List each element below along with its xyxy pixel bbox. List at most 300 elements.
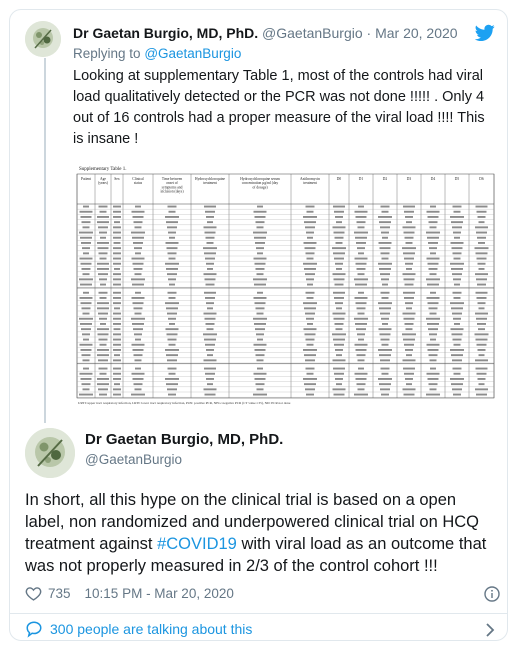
table-cell-mark — [428, 263, 439, 265]
table-cell-mark — [303, 349, 317, 351]
table-cell-mark — [475, 333, 489, 335]
table-cell-mark — [204, 359, 217, 361]
table-cell-mark — [406, 268, 412, 270]
table-cell-mark — [206, 216, 214, 218]
table-cell-mark — [207, 328, 214, 330]
table-cell-mark — [354, 278, 368, 280]
table-cell-mark — [97, 263, 109, 265]
table-header-cell: Azithromycin — [300, 177, 320, 181]
table-cell-mark — [454, 211, 461, 213]
table-cell-mark — [358, 273, 365, 275]
table-cell-mark — [204, 313, 217, 315]
table-cell-mark — [475, 313, 488, 315]
table-cell-mark — [451, 268, 463, 270]
table-cell-mark — [358, 252, 364, 254]
table-cell-mark — [430, 388, 437, 390]
table-cell-mark — [479, 383, 485, 385]
table-cell-mark — [114, 221, 120, 223]
tweet-timestamp[interactable]: 10:15 PM - Mar 20, 2020 — [84, 585, 234, 601]
table-cell-mark — [206, 323, 215, 325]
table-cell-mark — [167, 273, 177, 275]
table-cell-mark — [113, 232, 121, 234]
table-header-cell: Time between — [161, 177, 183, 181]
table-cell-mark — [477, 373, 487, 375]
table-cell-mark — [334, 394, 345, 396]
table-cell-mark — [358, 359, 365, 361]
table-cell-mark — [382, 297, 389, 299]
table-cell-mark — [204, 273, 217, 275]
table-cell-mark — [402, 333, 416, 335]
table-cell-mark — [381, 252, 390, 254]
table-cell-mark — [405, 284, 414, 286]
table-cell-mark — [135, 359, 142, 361]
table-cell-mark — [478, 216, 486, 218]
table-cell-mark — [135, 252, 141, 254]
table-cell-mark — [478, 242, 485, 244]
table-cell-mark — [355, 284, 367, 286]
table-cell-mark — [131, 394, 145, 396]
table-header-cell: onset of — [166, 181, 178, 186]
table-cell-mark — [97, 216, 109, 218]
table-cell-mark — [254, 297, 267, 299]
table-cell-mark — [113, 273, 121, 275]
table-cell-mark — [132, 211, 145, 213]
table-cell-mark — [113, 323, 121, 325]
table-cell-mark — [257, 313, 264, 315]
table-cell-mark — [334, 258, 344, 260]
table-cell-mark — [100, 258, 107, 260]
heart-icon[interactable] — [25, 585, 42, 602]
table-cell-mark — [475, 273, 488, 275]
table-cell-mark — [99, 278, 107, 280]
table-cell-mark — [204, 226, 217, 228]
table-cell-mark — [83, 339, 89, 341]
table-cell-mark — [453, 394, 461, 396]
table-cell-mark — [168, 232, 176, 234]
table-cell-mark — [332, 333, 346, 335]
table-cell-mark — [99, 394, 107, 396]
table-cell-mark — [333, 368, 345, 370]
table-cell-mark — [403, 252, 415, 254]
table-cell-mark — [169, 284, 175, 286]
table-cell-mark — [404, 258, 414, 260]
table-cell-mark — [169, 323, 175, 325]
table-cell-mark — [203, 333, 217, 335]
table-cell-mark — [206, 237, 215, 239]
table-cell-mark — [334, 344, 344, 346]
table-cell-mark — [168, 394, 176, 396]
table-cell-mark — [132, 284, 144, 286]
table-cell-mark — [336, 383, 342, 385]
table-cell-mark — [113, 368, 121, 370]
chevron-right-icon[interactable] — [485, 623, 495, 637]
table-cell-mark — [475, 388, 488, 390]
table-cell-mark — [204, 252, 216, 254]
table-cell-mark — [135, 339, 141, 341]
table-cell-mark — [81, 242, 91, 244]
table-cell-mark — [380, 247, 391, 249]
table-cell-mark — [166, 354, 178, 356]
table-cell-mark — [113, 394, 121, 396]
table-cell-mark — [81, 328, 91, 330]
table-cell-mark — [403, 206, 415, 208]
table-cell-mark — [205, 344, 215, 346]
table-cell-mark — [134, 268, 143, 270]
tweet-image-table[interactable] — [73, 160, 498, 408]
table-cell-mark — [79, 318, 93, 320]
table-cell-mark — [382, 258, 389, 260]
table-cell-mark — [257, 292, 263, 294]
replying-to — [73, 46, 241, 61]
table-cell-mark — [336, 354, 342, 356]
twitter-bird-icon[interactable] — [475, 24, 495, 42]
table-cell-mark — [80, 373, 93, 375]
table-cell-mark — [306, 318, 314, 320]
table-cell-mark — [452, 273, 462, 275]
table-cell-mark — [168, 368, 177, 370]
table-cell-mark — [131, 278, 145, 280]
table-cell-mark — [428, 302, 439, 304]
table-cell-mark — [451, 242, 464, 244]
table-cell-mark — [206, 349, 214, 351]
tweet-text-part: with viral load as an outcome that was not properly measured in 2/3 of the control cohort !!! — [25, 535, 487, 575]
table-cell-mark — [333, 292, 345, 294]
parent-tweet[interactable] — [10, 10, 507, 422]
table-cell-mark — [166, 242, 179, 244]
table-cell-mark — [79, 394, 93, 396]
table-cell-mark — [97, 268, 109, 270]
table-cell-mark — [430, 313, 437, 315]
table-cell-mark — [426, 318, 440, 320]
table-cell-mark — [132, 373, 145, 375]
table-cell-mark — [306, 339, 315, 341]
table-cell-mark — [450, 216, 464, 218]
table-cell-mark — [357, 307, 366, 309]
table-cell-mark — [81, 302, 92, 304]
table-cell-mark — [113, 284, 121, 286]
table-cell-mark — [167, 388, 177, 390]
table-cell-mark — [133, 378, 144, 380]
table-cell-mark — [451, 383, 463, 385]
table-cell-mark — [165, 378, 179, 380]
table-cell-mark — [254, 344, 267, 346]
table-cell-mark — [305, 388, 315, 390]
table-cell-mark — [135, 368, 141, 370]
table-cell-mark — [381, 292, 390, 294]
table-cell-mark — [355, 211, 368, 213]
table-cell-mark — [478, 328, 485, 330]
table-cell-mark — [402, 247, 416, 249]
table-cell-mark — [355, 373, 368, 375]
table-cell-mark — [166, 328, 179, 330]
table-cell-mark — [336, 221, 342, 223]
table-cell-mark — [134, 247, 142, 249]
table-cell-mark — [253, 278, 267, 280]
table-cell-mark — [304, 354, 316, 356]
table-cell-mark — [98, 226, 108, 228]
table-cell-mark — [131, 318, 145, 320]
table-cell-mark — [168, 278, 176, 280]
table-cell-mark — [207, 307, 213, 309]
replying-mention[interactable]: @GaetanBurgio — [144, 46, 242, 61]
table-cell-mark — [113, 302, 121, 304]
table-cell-mark — [207, 268, 213, 270]
table-cell-mark — [356, 378, 367, 380]
table-cell-mark — [404, 211, 414, 213]
table-cell-mark — [403, 359, 416, 361]
table-cell-mark — [357, 354, 366, 356]
table-cell-mark — [475, 359, 488, 361]
like-count[interactable]: 735 — [48, 585, 71, 601]
table-cell-mark — [204, 368, 216, 370]
table-cell-mark — [355, 344, 368, 346]
table-cell-mark — [98, 388, 108, 390]
table-header-cell: treatment — [203, 181, 217, 186]
table-cell-mark — [113, 211, 121, 213]
table-cell-mark — [380, 388, 390, 390]
table-cell-mark — [98, 333, 109, 335]
table-cell-mark — [113, 318, 121, 320]
table-cell-mark — [113, 237, 121, 239]
table-cell-mark — [97, 378, 109, 380]
table-cell-mark — [406, 354, 412, 356]
table-cell-mark — [82, 307, 91, 309]
table-cell-mark — [428, 328, 438, 330]
table-cell-mark — [356, 263, 367, 265]
table-cell-mark — [80, 297, 93, 299]
table-cell-mark — [427, 211, 440, 213]
table-cell-mark — [355, 258, 368, 260]
table-cell-mark — [305, 273, 315, 275]
table-cell-mark — [303, 378, 317, 380]
table-header-cell: D0 — [336, 177, 342, 181]
table-cell-mark — [167, 359, 177, 361]
table-cell-mark — [257, 273, 264, 275]
table-cell-mark — [406, 383, 412, 385]
table-cell-mark — [82, 333, 90, 335]
author-handle[interactable]: @GaetanBurgio — [85, 452, 183, 467]
table-cell-mark — [477, 284, 486, 286]
table-cell-mark — [354, 232, 368, 234]
table-cell-mark — [406, 328, 413, 330]
table-cell-mark — [256, 383, 265, 385]
author-name[interactable]: Dr Gaetan Burgio, MD, PhD. — [85, 431, 284, 448]
table-header-cell: D2 — [382, 177, 388, 181]
hashtag-link[interactable]: #COVID19 — [157, 535, 237, 553]
table-cell-mark — [476, 318, 487, 320]
table-cell-mark — [306, 368, 315, 370]
table-cell-mark — [165, 302, 179, 304]
table-cell-mark — [165, 263, 179, 265]
table-cell-mark — [113, 344, 121, 346]
table-cell-mark — [430, 226, 437, 228]
table-cell-mark — [426, 232, 440, 234]
thread-line — [44, 58, 46, 423]
table-cell-mark — [166, 307, 178, 309]
table-cell-mark — [333, 252, 345, 254]
table-cell-mark — [131, 232, 145, 234]
table-cell-mark — [429, 333, 437, 335]
table-cell-mark — [335, 349, 343, 351]
table-cell-mark — [166, 221, 178, 223]
table-cell-mark — [113, 359, 121, 361]
table-cell-mark — [429, 221, 438, 223]
tweet-text-part: In short, all this hype on the clinical trial is based on a open label, non randomized and underpowered clinical trial on HCQ treatment against — [25, 491, 480, 553]
table-cell-mark — [254, 284, 266, 286]
table-cell-mark — [403, 388, 416, 390]
table-cell-mark — [168, 206, 177, 208]
table-cell-mark — [206, 378, 214, 380]
table-cell-mark — [253, 394, 267, 396]
table-cell-mark — [453, 206, 462, 208]
info-icon[interactable] — [484, 586, 500, 602]
table-cell-mark — [132, 344, 145, 346]
table-cell-mark — [378, 349, 392, 351]
table-cell-mark — [476, 339, 488, 341]
table-cell-mark — [403, 273, 416, 275]
table-cell-mark — [113, 216, 121, 218]
table-cell-mark — [355, 297, 368, 299]
table-cell-mark — [113, 226, 121, 228]
table-cell-mark — [168, 339, 177, 341]
table-cell-mark — [403, 226, 416, 228]
table-cell-mark — [255, 302, 266, 304]
table-cell-mark — [80, 211, 93, 213]
table-cell-mark — [132, 237, 144, 239]
table-cell-mark — [206, 263, 214, 265]
author-name[interactable]: Dr Gaetan Burgio, MD, PhD. — [73, 25, 259, 41]
table-header-cell: Hydroxychloroquine — [195, 177, 225, 181]
table-cell-mark — [304, 242, 317, 244]
table-cell-mark — [334, 232, 345, 234]
table-cell-mark — [381, 206, 390, 208]
table-cell-mark — [356, 349, 367, 351]
table-cell-mark — [454, 297, 461, 299]
table-cell-mark — [79, 232, 93, 234]
table-cell-mark — [135, 273, 142, 275]
table-cell-mark — [169, 258, 176, 260]
table-cell-mark — [454, 284, 460, 286]
table-cell-mark — [98, 273, 108, 275]
table-header-cell: Sex — [114, 177, 120, 181]
table-cell-mark — [452, 388, 462, 390]
speech-bubble-icon — [25, 620, 43, 638]
table-cell-mark — [476, 368, 488, 370]
table-cell-mark — [427, 284, 439, 286]
table-cell-mark — [83, 359, 90, 361]
table-cell-mark — [335, 237, 344, 239]
table-cell-mark — [479, 221, 485, 223]
table-cell-mark — [381, 278, 389, 280]
table-cell-mark — [167, 247, 178, 249]
table-cell-mark — [97, 328, 109, 330]
table-cell-mark — [405, 378, 413, 380]
table-cell-mark — [205, 373, 215, 375]
table-cell-mark — [358, 313, 365, 315]
table-cell-mark — [429, 247, 437, 249]
table-cell-mark — [453, 339, 462, 341]
table-cell-mark — [403, 292, 415, 294]
table-cell-mark — [113, 297, 121, 299]
table-cell-mark — [307, 258, 314, 260]
conversation-link[interactable] — [25, 619, 252, 639]
table-cell-mark — [132, 258, 145, 260]
table-cell-mark — [256, 247, 264, 249]
table-cell-mark — [476, 206, 488, 208]
table-cell-mark — [380, 226, 390, 228]
table-cell-mark — [133, 242, 143, 244]
table-cell-mark — [169, 373, 176, 375]
avatar[interactable] — [25, 428, 75, 478]
table-cell-mark — [381, 394, 389, 396]
table-cell-mark — [333, 226, 346, 228]
table-cell-mark — [357, 333, 365, 335]
table-header-cell: (years) — [98, 181, 108, 186]
author-handle[interactable]: @GaetanBurgio — [262, 25, 363, 41]
tweet-date[interactable]: Mar 20, 2020 — [375, 25, 458, 41]
table-cell-mark — [99, 206, 108, 208]
table-cell-mark — [453, 318, 461, 320]
table-cell-mark — [83, 252, 89, 254]
table-cell-mark — [134, 333, 142, 335]
table-cell-mark — [256, 354, 265, 356]
table-cell-mark — [335, 216, 343, 218]
table-cell-mark — [454, 323, 460, 325]
table-cell-mark — [303, 263, 317, 265]
table-cell-mark — [306, 206, 315, 208]
table-cell-mark — [382, 323, 388, 325]
table-cell-mark — [98, 313, 108, 315]
table-cell-mark — [99, 368, 108, 370]
table-cell-mark — [358, 388, 365, 390]
table-cell-mark — [114, 354, 120, 356]
table-cell-mark — [333, 359, 346, 361]
table-cell-mark — [453, 292, 462, 294]
table-cell-mark — [477, 211, 487, 213]
table-cell-mark — [379, 242, 392, 244]
table-cell-mark — [99, 339, 108, 341]
table-cell-mark — [134, 307, 143, 309]
table-header-cell: status — [133, 181, 143, 186]
parent-tweet-text: Looking at supplementary Table 1, most of the controls had viral load qualitatively detected or the PCR was not done !!!!! . Only 4 out of 16 controls had a proper measure of the viral load !!!! This is insane ! — [73, 68, 485, 147]
table-cell-mark — [336, 242, 343, 244]
table-cell-mark — [380, 313, 390, 315]
table-cell-mark — [335, 323, 344, 325]
table-cell-mark — [100, 323, 106, 325]
table-cell-mark — [479, 268, 485, 270]
table-cell-mark — [133, 328, 143, 330]
table-cell-mark — [303, 216, 317, 218]
table-cell-mark — [256, 307, 265, 309]
table-cell-mark — [334, 318, 345, 320]
table-cell-mark — [475, 226, 488, 228]
table-cell-mark — [356, 328, 366, 330]
table-cell-mark — [354, 318, 368, 320]
table-cell-mark — [379, 383, 391, 385]
table-cell-mark — [306, 252, 315, 254]
table-cell-mark — [98, 359, 108, 361]
table-cell-mark — [307, 373, 314, 375]
table-cell-mark — [114, 328, 121, 330]
table-cell-mark — [358, 226, 365, 228]
table-cell-mark — [100, 373, 107, 375]
table-cell-mark — [305, 359, 315, 361]
table-cell-mark — [114, 242, 121, 244]
table-cell-mark — [254, 323, 266, 325]
table-cell-mark — [478, 378, 486, 380]
avatar[interactable] — [25, 21, 61, 57]
table-cell-mark — [405, 302, 413, 304]
